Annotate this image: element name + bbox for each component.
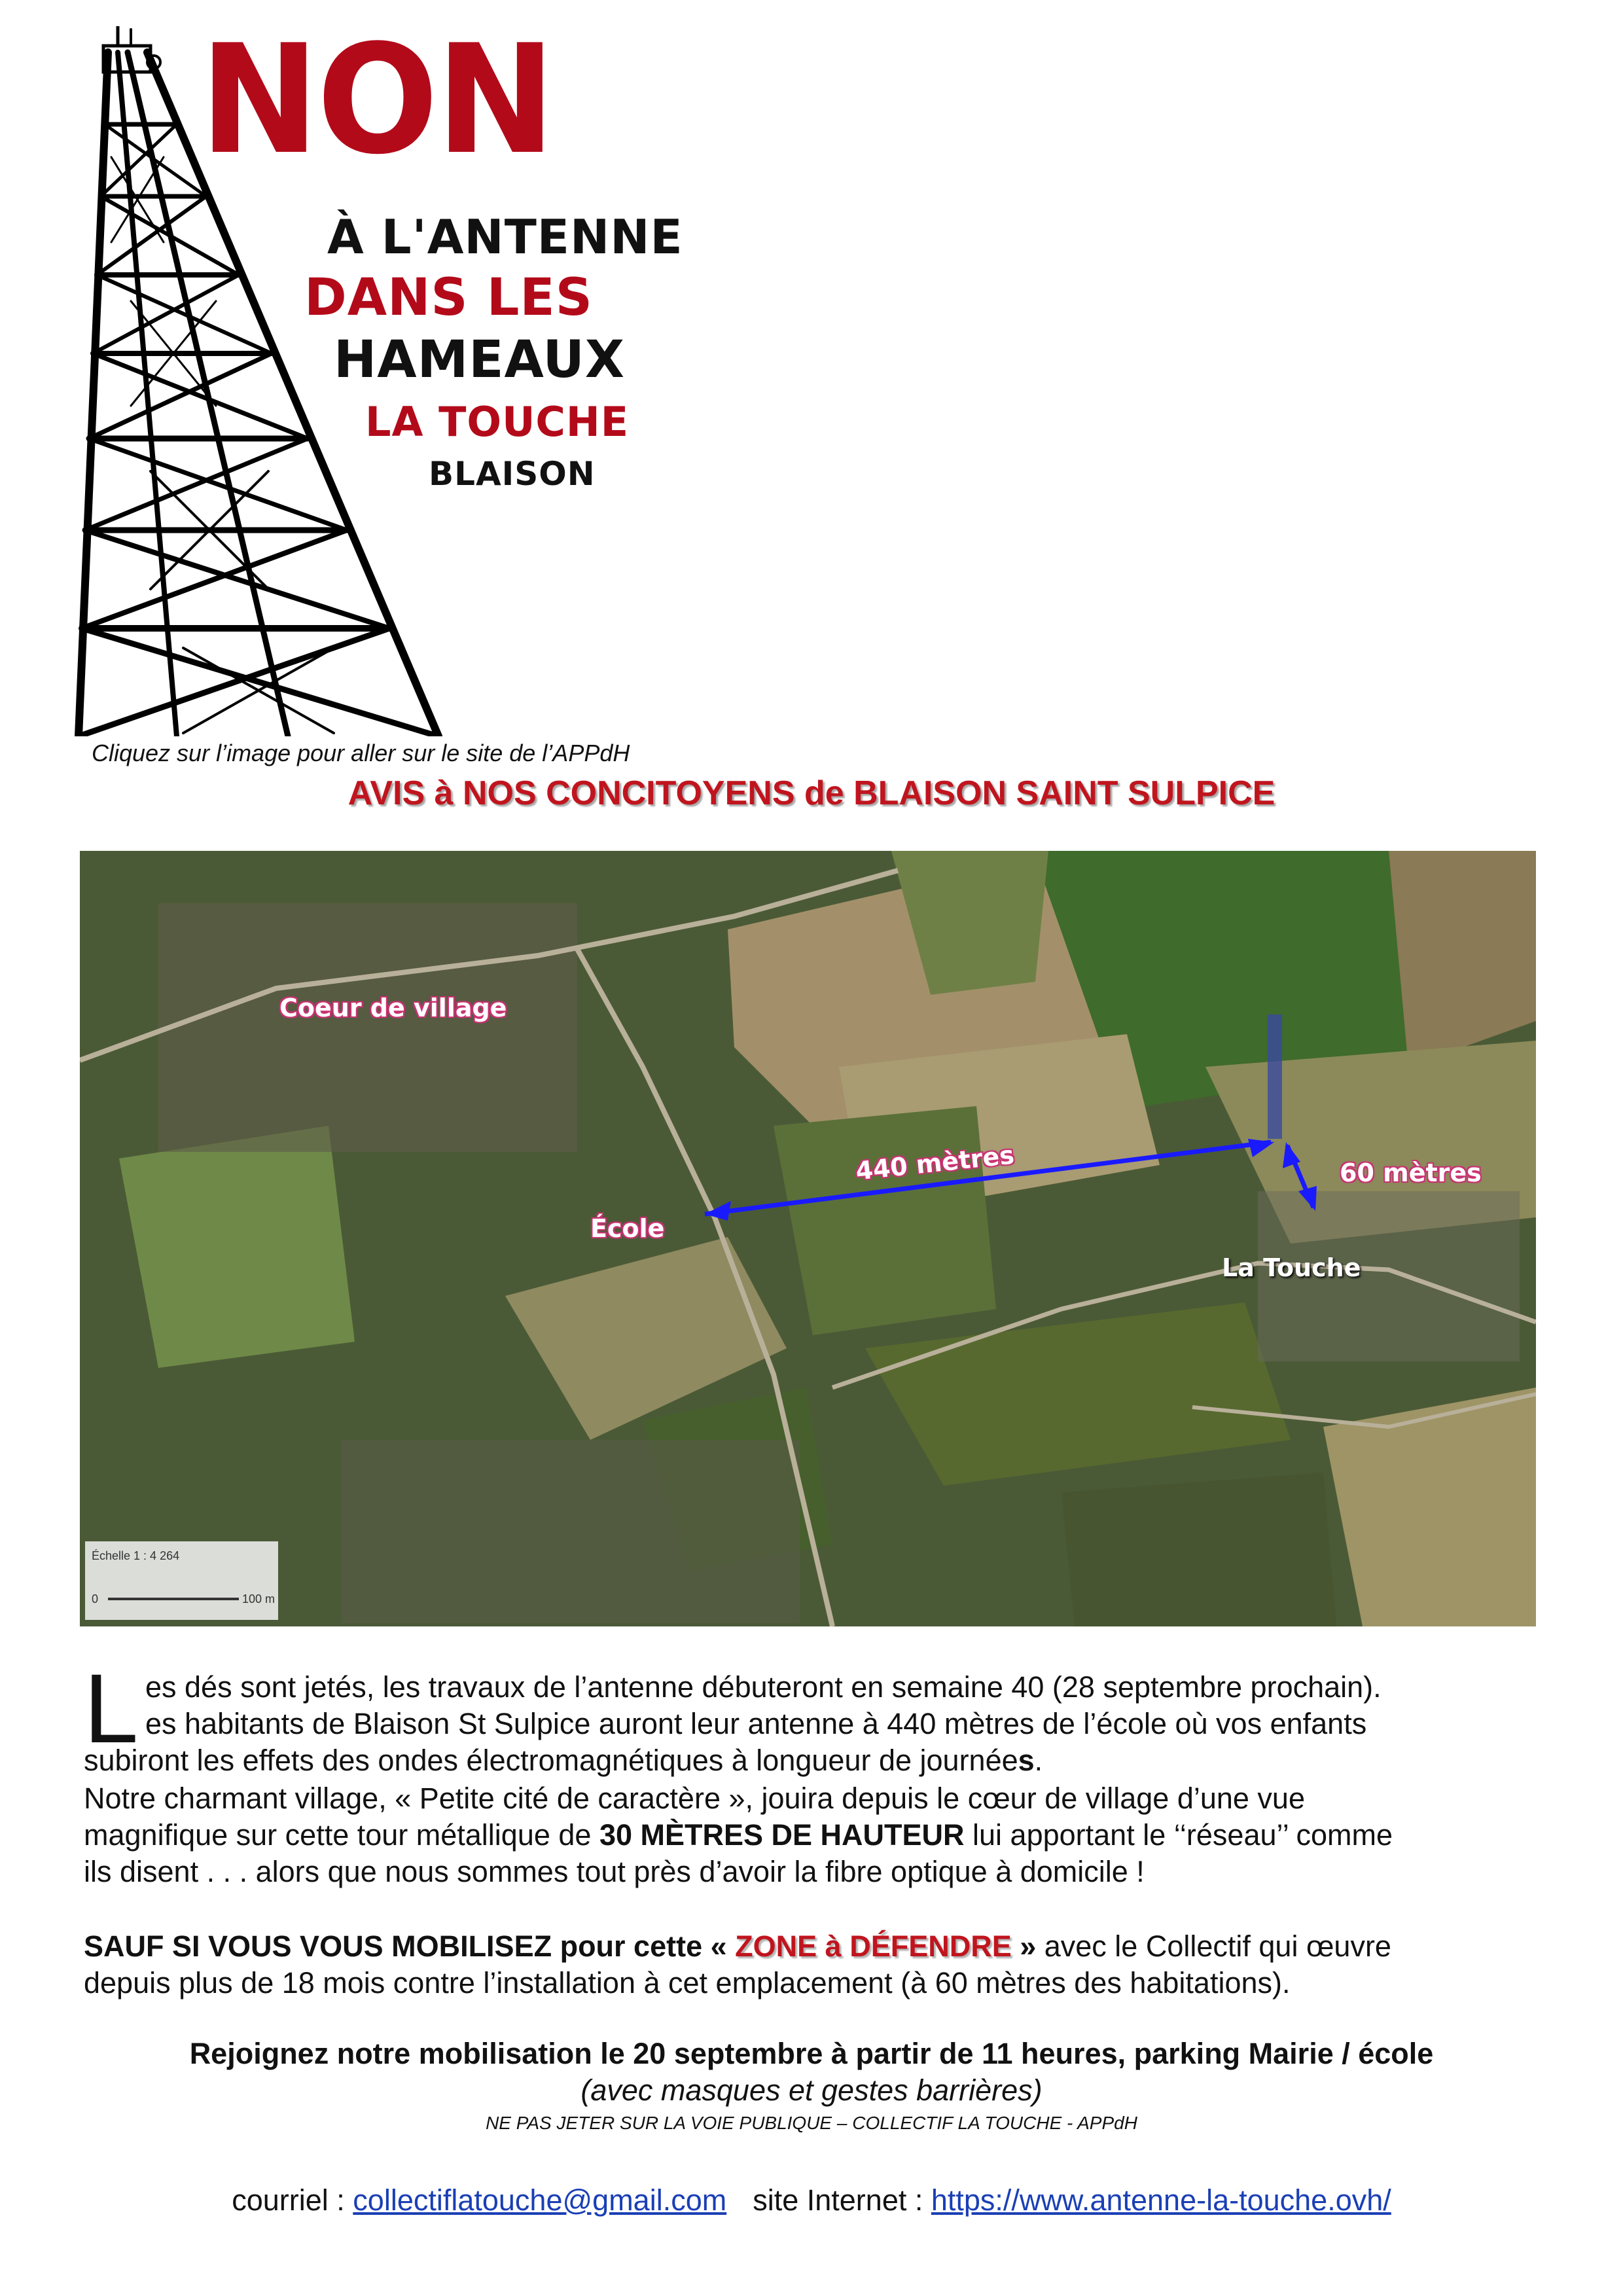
logo-la-touche: LA TOUCHE xyxy=(365,398,630,446)
drop-cap: L xyxy=(84,1653,139,1763)
map-scale-end: 100 m xyxy=(242,1592,276,1605)
text-span: . xyxy=(1034,1744,1043,1777)
mobilization-subtext: (avec masques et gestes barrières) xyxy=(580,2073,1043,2107)
map-scale-zero: 0 xyxy=(92,1592,99,1605)
map-label-440m: 440 mètres xyxy=(854,1140,1016,1186)
logo-caption: Cliquez sur l’image pour aller sur le site de l’APPdH xyxy=(92,740,630,766)
mobilization-callout: Rejoignez notre mobilisation le 20 septembre à partir de 11 heures, parking Mairie / école xyxy=(189,2037,1434,2070)
aerial-map-image xyxy=(80,851,1536,1626)
zone-emphasis: ZONE à DÉFENDRE xyxy=(735,1929,1012,1963)
paragraph-line: Notre charmant village, « Petite cité de caractère », jouira depuis le cœur de village d’une vue xyxy=(84,1782,1305,1815)
email-label: courriel : xyxy=(232,2183,353,2217)
map-label-school: École xyxy=(590,1214,665,1243)
height-emphasis: 30 MÈTRES DE HAUTEUR xyxy=(599,1818,965,1852)
text-span: lui apportant le ‘‘réseau’’ comme xyxy=(964,1818,1393,1852)
disposal-notice: NE PAS JETER SUR LA VOIE PUBLIQUE – COLLECTIF LA TOUCHE - APPdH xyxy=(486,2113,1137,2133)
map-label-village: Coeur de village xyxy=(279,994,507,1022)
paragraph-line: ils disent . . . alors que nous sommes tout près d’avoir la fibre optique à domicile ! xyxy=(84,1855,1145,1888)
logo-blaison: BLAISON xyxy=(429,455,596,493)
campaign-logo[interactable] xyxy=(72,13,683,736)
website-link[interactable]: https://www.antenne-la-touche.ovh/ xyxy=(931,2183,1391,2217)
logo-antenne: À L'ANTENNE xyxy=(327,209,683,264)
map-scale-bar xyxy=(108,1598,239,1600)
text-span-bold: s xyxy=(1018,1744,1035,1777)
paragraph-line xyxy=(84,1928,1391,1965)
text-span: avec le Collectif qui œuvre xyxy=(1036,1929,1391,1963)
logo-dans-les: DANS LES xyxy=(304,268,593,327)
text-span: subiront les effets des ondes électromagnétiques à longueur de journée xyxy=(84,1744,1018,1777)
mobilize-text: SAUF SI VOUS VOUS MOBILISEZ pour cette « xyxy=(84,1929,736,1963)
aerial-map xyxy=(80,851,1536,1626)
paragraph-line: es dés sont jetés, les travaux de l’antenne débuteront en semaine 40 (28 septembre prochain). xyxy=(145,1670,1382,1704)
map-label-la-touche: La Touche xyxy=(1222,1253,1361,1282)
paragraph-line: es habitants de Blaison St Sulpice auront leur antenne à 440 mètres de l’école où vos enfants xyxy=(145,1707,1367,1740)
text-span-bold: » xyxy=(1011,1929,1037,1963)
paragraph-line: depuis plus de 18 mois contre l’installation à cet emplacement (à 60 mètres des habitations). xyxy=(84,1966,1291,2000)
email-link[interactable]: collectiflatouche@gmail.com xyxy=(353,2183,727,2217)
paragraph-line xyxy=(84,1742,1043,1779)
site-label: site Internet : xyxy=(753,2183,931,2217)
map-label-60m: 60 mètres xyxy=(1340,1158,1482,1187)
contact-line xyxy=(0,2183,1623,2217)
map-scale xyxy=(85,1541,278,1620)
text-span: magnifique sur cette tour métallique de xyxy=(84,1818,599,1852)
logo-hameaux: HAMEAUX xyxy=(334,331,625,389)
logo-non: NON xyxy=(200,13,554,188)
paragraph-line xyxy=(84,1817,1393,1854)
page-title: AVIS à NOS CONCITOYENS de BLAISON SAINT SULPICE xyxy=(348,774,1275,812)
map-scale-text: Échelle 1 : 4 264 xyxy=(92,1549,180,1562)
